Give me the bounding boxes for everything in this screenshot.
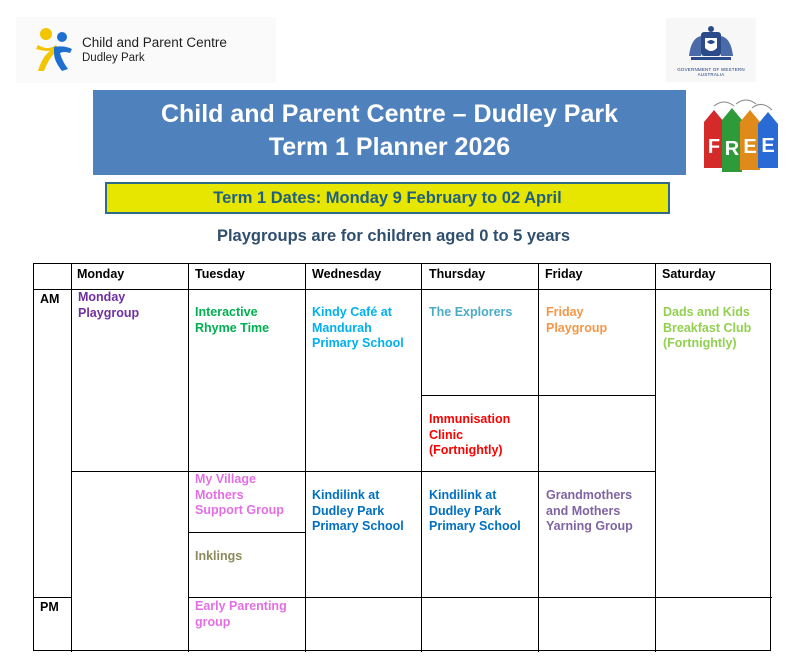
am-label: AM — [40, 292, 60, 306]
crest-icon — [683, 24, 739, 66]
logo-line-2: Dudley Park — [82, 52, 145, 64]
crest-caption: GOVERNMENT OF WESTERN AUSTRALIA — [677, 66, 745, 77]
event-my-village: My Village Mothers Support Group — [195, 472, 284, 517]
header-monday: Monday — [77, 267, 125, 281]
svg-text:E: E — [761, 135, 775, 157]
event-kindilink-wednesday: Kindilink at Dudley Park Primary School — [312, 488, 404, 533]
event-immunisation: Immunisation Clinic (Fortnightly) — [429, 412, 511, 457]
government-crest — [666, 18, 756, 82]
svg-text:F: F — [707, 136, 721, 158]
header-friday: Friday — [545, 267, 583, 281]
term-dates: Term 1 Dates: Monday 9 February to 02 April — [105, 182, 670, 214]
age-note: Playgroups are for children aged 0 to 5 years — [216, 227, 571, 245]
title-banner — [93, 90, 686, 175]
event-rhyme-time: Interactive Rhyme Time — [195, 305, 270, 335]
planner-table — [33, 263, 771, 651]
event-dads-kids: Dads and Kids Breakfast Club (Fortnightly) — [663, 305, 752, 350]
free-tags-icon — [700, 96, 782, 180]
event-friday-playgroup: Friday Playgroup — [546, 305, 608, 335]
svg-text:E: E — [743, 136, 757, 158]
header-saturday: Saturday — [662, 267, 716, 281]
header-wednesday: Wednesday — [312, 267, 382, 281]
event-monday-playgroup: Monday Playgroup — [78, 290, 140, 320]
svg-text:R: R — [724, 138, 740, 160]
header-tuesday: Tuesday — [195, 267, 245, 281]
planner-title: Term 1 Planner 2026 — [268, 133, 511, 161]
event-kindilink-thursday: Kindilink at Dudley Park Primary School — [429, 488, 521, 533]
logo-line-1: Child and Parent Centre — [82, 35, 227, 50]
event-explorers: The Explorers — [429, 305, 513, 319]
centre-logo — [16, 17, 276, 83]
child-figure-icon — [34, 25, 76, 75]
page-title: Child and Parent Centre – Dudley Park — [160, 100, 619, 128]
event-inklings: Inklings — [195, 549, 243, 563]
event-early-parenting: Early Parenting group — [195, 599, 287, 629]
event-kindy-cafe: Kindy Café at Mandurah Primary School — [312, 305, 404, 350]
header-thursday: Thursday — [429, 267, 486, 281]
event-grandmothers: Grandmothers and Mothers Yarning Group — [546, 488, 633, 533]
pm-label: PM — [40, 600, 59, 614]
